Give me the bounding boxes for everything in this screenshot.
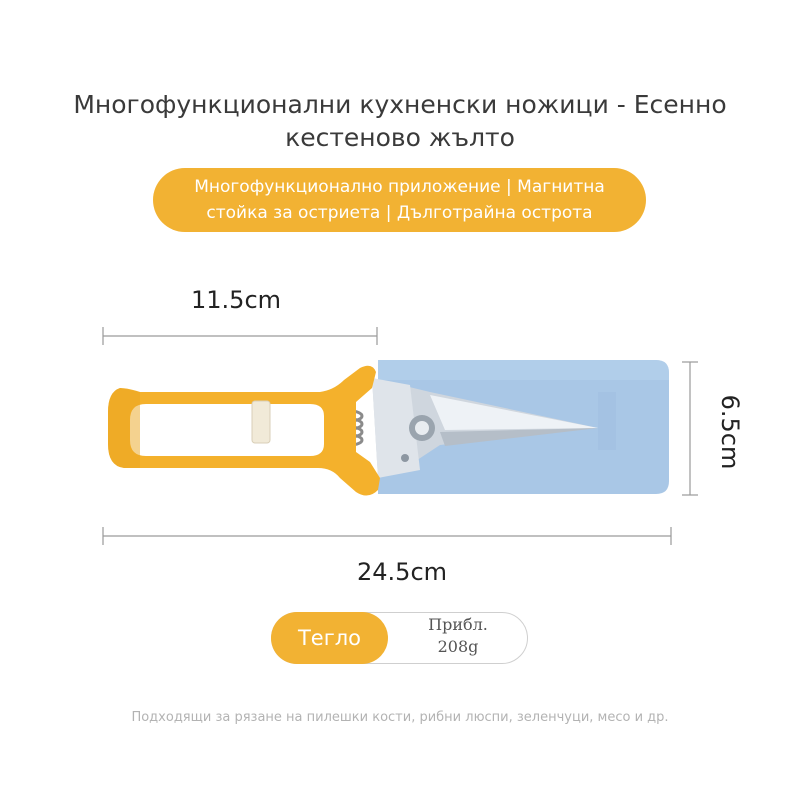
height-label: 6.5cm bbox=[716, 394, 744, 470]
weight-value-prefix: Прибл. bbox=[428, 615, 488, 634]
blade-length-dimension-line bbox=[103, 327, 377, 345]
weight-label: Тегло bbox=[271, 612, 388, 664]
usage-footnote: Подходящи за рязане на пилешки кости, рибни люспи, зеленчуци, месо и др. bbox=[131, 710, 669, 725]
handle bbox=[108, 366, 380, 496]
blade-length-label: 11.5cm bbox=[191, 286, 282, 314]
height-dimension-line bbox=[682, 362, 698, 495]
feature-banner-line-1: Многофункционално приложение | Магнитна bbox=[194, 177, 605, 197]
product-title-line-1: Многофункционални кухненски ножици - Есенно bbox=[73, 90, 727, 119]
weight-value bbox=[399, 614, 517, 658]
weight-info bbox=[271, 612, 528, 664]
total-length-label: 24.5cm bbox=[357, 558, 448, 586]
weight-value-amount: 208g bbox=[437, 637, 479, 656]
product-title-line-2: кестеново жълто bbox=[285, 123, 515, 152]
feature-banner-line-2: стойка за остриета | Дълготрайна острота bbox=[206, 203, 593, 223]
total-length-dimension-line bbox=[103, 527, 671, 545]
